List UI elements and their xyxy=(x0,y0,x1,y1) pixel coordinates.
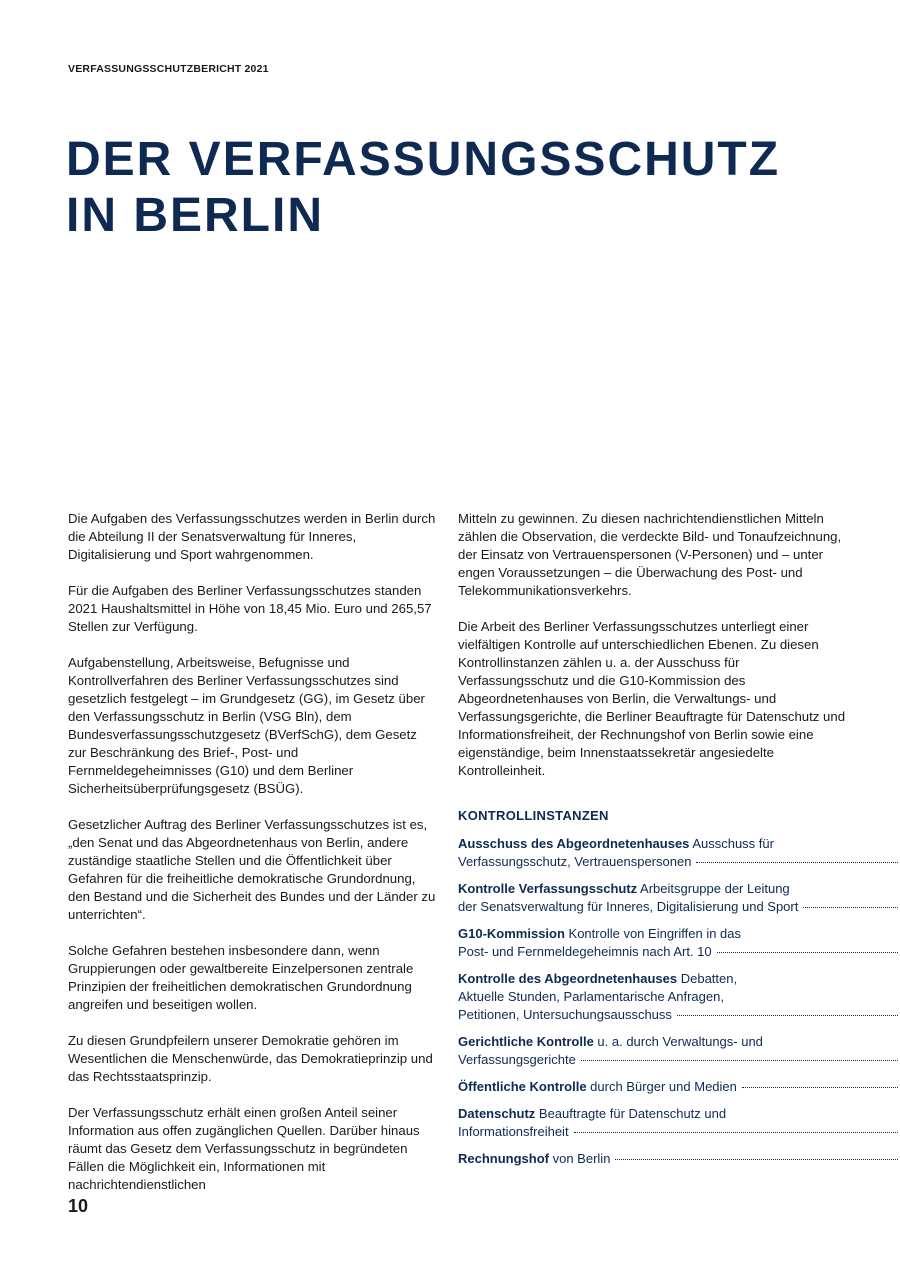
instance-desc: Arbeitsgruppe der Leitung xyxy=(637,881,790,896)
instance-desc: Beauftragte für Datenschutz und xyxy=(535,1106,727,1121)
dotted-leader xyxy=(803,906,898,908)
dotted-leader xyxy=(717,951,898,953)
dotted-leader xyxy=(581,1059,898,1061)
instance-desc: Aktuelle Stunden, Parlamentarische Anfragen, xyxy=(458,989,724,1004)
instance-name: Kontrolle des Abgeordnetenhauses xyxy=(458,971,678,986)
page-number: 10 xyxy=(68,1196,89,1216)
instance-desc: Debatten, xyxy=(677,971,738,986)
paragraph: Die Arbeit des Berliner Verfassungsschutzes unterliegt einer vielfältigen Kontrolle auf unterschiedlichen Ebenen. Zu diesen Kontrollinstanzen zählen u. a. der Ausschuss für Verfassungsschutz und die G10-Kommission des Abgeordnetenhauses von Berlin, die Verwaltungs- und Verfassungsgerichte, die Berliner Beauftragte für Datenschutz und Informationsfreiheit, der Rechnungshof von Berlin sowie eine eigenständige, beim Innenstaatssekretär angesiedelte Kontrolleinheit. xyxy=(458,619,846,778)
page-title-line-1: DER VERFASSUNGSSCHUTZ xyxy=(66,133,781,186)
instance-desc: der Senatsverwaltung für Inneres, Digitalisierung und Sport xyxy=(458,899,799,914)
list-item xyxy=(458,1150,898,1168)
dotted-leader xyxy=(696,861,898,863)
paragraph: Aufgabenstellung, Arbeitsweise, Befugnisse und Kontrollverfahren des Berliner Verfassungsschutzes sind gesetzlich festgelegt – im Grundgesetz (GG), im Gesetz über den Verfassungsschutz in Berlin (VSG Bln), dem Bundesverfassungsschutzgesetz (BVerfSchG), dem Gesetz zur Beschränkung des Brief-, Post- und Fernmeldegeheimnisses (G10) und dem Berliner Sicherheitsüberprüfungsgesetz (BSÜG). xyxy=(68,655,425,796)
list-item xyxy=(458,970,898,1024)
dotted-leader xyxy=(615,1158,898,1160)
paragraph: Mitteln zu gewinnen. Zu diesen nachrichtendienstlichen Mitteln zählen die Observation, die verdeckte Bild- und Tonaufzeichnung, der Einsatz von Vertrauenspersonen (V-Personen) und – unter engen Voraussetzungen – die Überwachung des Post- und Telekommunikationsverkehrs. xyxy=(458,511,842,598)
instance-desc: Verfassungsgerichte xyxy=(458,1052,576,1067)
page-title-line-2: IN BERLIN xyxy=(66,189,324,242)
left-column xyxy=(68,510,436,1212)
instance-desc: durch Bürger und Medien xyxy=(586,1079,737,1094)
list-item xyxy=(458,1105,898,1141)
right-column xyxy=(458,510,848,1177)
paragraph: Gesetzlicher Auftrag des Berliner Verfassungsschutzes ist es, „den Senat und das Abgeordnetenhaus von Berlin, andere zuständige staatliche Stellen und die Öffentlichkeit über Gefahren für die freiheitliche demokratische Grundordnung, den Bestand und die Sicherheit des Bundes und der Länder zu unterrichten“. xyxy=(68,817,436,922)
instance-name: Ausschuss des Abgeordnetenhauses xyxy=(458,836,690,851)
dotted-leader xyxy=(574,1131,898,1133)
dotted-leader xyxy=(742,1086,898,1088)
kontrollinstanzen-list xyxy=(458,835,898,1168)
instance-name: Öffentliche Kontrolle xyxy=(458,1079,587,1094)
instance-desc: Petitionen, Untersuchungsausschuss xyxy=(458,1007,672,1022)
paragraph: Für die Aufgaben des Berliner Verfassungsschutzes standen 2021 Haushaltsmittel in Höhe von 18,45 Mio. Euro und 265,57 Stellen zur Verfügung. xyxy=(68,583,432,634)
instance-name: Rechnungshof xyxy=(458,1151,549,1166)
instance-desc: Kontrolle von Eingriffen in das xyxy=(564,926,742,941)
instance-desc: Verfassungsschutz, Vertrauenspersonen xyxy=(458,854,692,869)
instance-desc: Ausschuss für xyxy=(689,836,774,851)
paragraph: Die Aufgaben des Verfassungsschutzes werden in Berlin durch die Abteilung II der Senatsverwaltung für Inneres, Digitalisierung und Sport wahrgenommen. xyxy=(68,511,436,562)
list-item xyxy=(458,1033,898,1069)
instance-desc: von Berlin xyxy=(549,1151,611,1166)
paragraph: Solche Gefahren bestehen insbesondere dann, wenn Gruppierungen oder gewaltbereite Einzelpersonen zentrale Prinzipien der freiheitlichen demokratischen Grundordnung angreifen und beseitigen wollen. xyxy=(68,943,414,1012)
paragraph: Zu diesen Grundpfeilern unserer Demokratie gehören im Wesentlichen die Menschenwürde, das Demokratieprinzip und das Rechtsstaatsprinzip. xyxy=(68,1033,433,1084)
instance-name: Gerichtliche Kontrolle xyxy=(458,1034,594,1049)
instance-desc: u. a. durch Verwaltungs- und xyxy=(593,1034,763,1049)
list-item xyxy=(458,1078,898,1096)
dotted-leader xyxy=(677,1014,898,1016)
list-item xyxy=(458,835,898,871)
page-title xyxy=(66,132,826,244)
paragraph: Der Verfassungsschutz erhält einen großen Anteil seiner Information aus offen zugänglichen Quellen. Darüber hinaus räumt das Gesetz dem Verfassungsschutz in begründeten Fällen die Möglichkeit ein, Informationen mit nachrichtendienstlichen xyxy=(68,1105,420,1192)
instance-desc: Informationsfreiheit xyxy=(458,1124,569,1139)
section-heading-kontrollinstanzen: KONTROLLINSTANZEN xyxy=(458,808,609,823)
instance-desc: Post- und Fernmeldegeheimnis nach Art. 10 xyxy=(458,944,712,959)
list-item xyxy=(458,925,898,961)
instance-name: Kontrolle Verfassungsschutz xyxy=(458,881,638,896)
instance-name: G10-Kommission xyxy=(458,926,565,941)
instance-name: Datenschutz xyxy=(458,1106,536,1121)
list-item xyxy=(458,880,898,916)
running-header: VERFASSUNGSSCHUTZBERICHT 2021 xyxy=(68,63,269,75)
